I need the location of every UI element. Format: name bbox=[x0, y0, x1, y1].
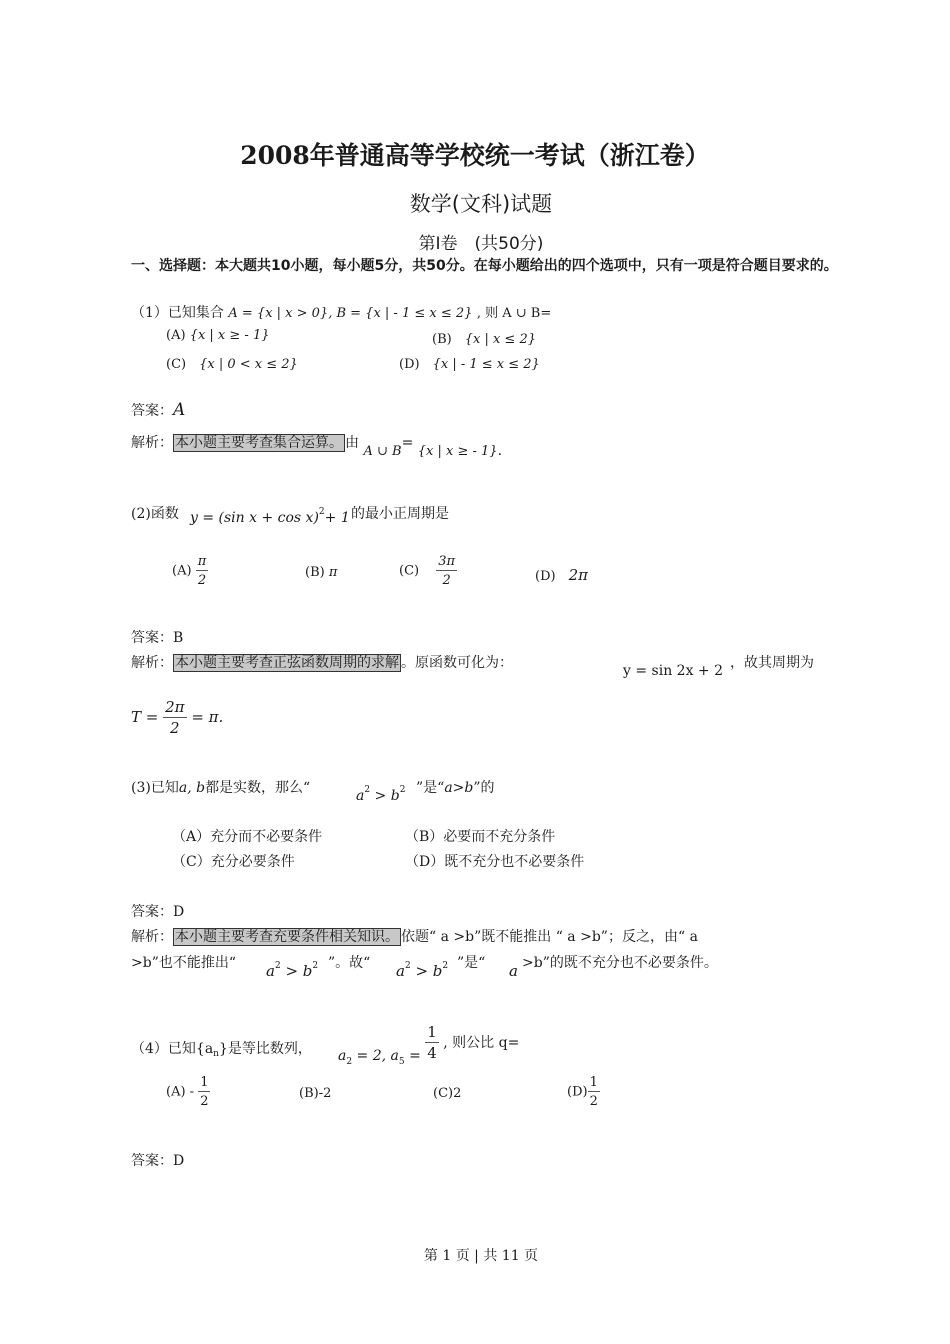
question-4-option-a: (A) - $\frac{1}{2}$ bbox=[166, 1075, 209, 1109]
question-1-analysis: 解析： 本小题主要考查集合运算。 由 A ∪ B= {x | x ≥ - 1}. bbox=[131, 435, 503, 459]
exam-subtitle: 数学(文科)试题 bbox=[409, 192, 553, 216]
volume-heading: 第Ⅰ卷 (共50分) bbox=[418, 234, 544, 254]
question-2-option-c: (C) $\frac{3\pi}{2}$ bbox=[399, 554, 456, 588]
question-1-ask: , 则 A ∪ B= bbox=[476, 306, 552, 321]
question-3-highlight: 本小题主要考查充要条件相关知识。 bbox=[175, 929, 399, 945]
question-3-option-b: （B）必要而不充分条件 bbox=[405, 829, 556, 845]
question-2-option-d: (D) 2π bbox=[535, 566, 588, 584]
question-2-function: y = (sin x + cos x)$^2$+ 1 bbox=[190, 507, 350, 526]
question-3-stem: (3)已知a, b都是实数，那么“ bbox=[131, 780, 311, 796]
question-2-analysis: 解析： 本小题主要考查正弦函数周期的求解 。原函数可化为： bbox=[131, 655, 513, 671]
question-1-sets: A = {x | x > 0}, B = {x | - 1 ≤ x ≤ 2} bbox=[228, 306, 473, 321]
question-3-stem-end: ”是“a>b”的 bbox=[416, 780, 495, 796]
question-1-option-a: (A) {x | x ≥ - 1} bbox=[166, 328, 270, 343]
question-2-period: T = $\frac{2\pi}{2}$ = π. bbox=[131, 698, 224, 737]
question-2-simplified: y = sin 2x + 2 bbox=[623, 663, 724, 679]
question-1-highlight: 本小题主要考查集合运算。 bbox=[175, 435, 343, 451]
question-3-var-a: a bbox=[509, 962, 518, 980]
question-4-option-c: (C)2 bbox=[433, 1086, 462, 1101]
question-3-analysis: 解析： 本小题主要考查充要条件相关知识。 依题“ a >b”既不能推出 “ a >b”；反之，由“ a bbox=[131, 929, 698, 945]
question-1-option-b: (B) {x | x ≤ 2} bbox=[432, 332, 536, 347]
question-1-answer: 答案：A bbox=[131, 400, 186, 420]
question-1-option-d: (D) {x | - 1 ≤ x ≤ 2} bbox=[399, 357, 540, 372]
question-2-option-b: (B) π bbox=[305, 565, 338, 580]
exam-title: 2008年普通高等学校统一考试（浙江卷） bbox=[240, 141, 710, 170]
section-instructions: 一、选择题：本大题共10小题，每小题5分，共50分。在每小题给出的四个选项中，只有一项是符合题目要求的。 bbox=[131, 258, 838, 274]
page-footer: 第 1 页 | 共 11 页 bbox=[423, 1248, 539, 1264]
question-3-condition: $a^2 > b^2$ bbox=[356, 785, 406, 804]
question-4-condition: $a_2 = 2$, $a_5$ = $\frac{1}{4}$ , 则公比 q= bbox=[338, 1023, 520, 1067]
question-2-option-a: (A) $\frac{\pi}{2}$ bbox=[172, 554, 207, 588]
question-3-analysis-line2a: >b”也不能推出“ bbox=[131, 955, 237, 971]
question-2-answer: 答案：B bbox=[131, 630, 184, 646]
question-4-option-b: (B)-2 bbox=[299, 1086, 332, 1101]
question-2-ask: 的最小正周期是 bbox=[351, 506, 449, 522]
question-3-inequality-1: $a^2 > b^2$ bbox=[266, 961, 319, 980]
question-2-stem: (2)函数 bbox=[131, 506, 179, 522]
question-3-inequality-2: $a^2 > b^2$ bbox=[396, 961, 449, 980]
question-3-analysis-line2b: ”。故“ bbox=[328, 955, 371, 971]
question-3-analysis-line2d: >b”的既不充分也不必要条件。 bbox=[522, 955, 718, 971]
question-4-option-d: (D) $\frac{1}{2}$ bbox=[567, 1075, 598, 1109]
question-4-answer: 答案：D bbox=[131, 1153, 185, 1169]
question-1-option-c: (C) {x | 0 < x ≤ 2} bbox=[166, 357, 298, 372]
question-2-period-text: ，故其周期为 bbox=[730, 655, 814, 671]
question-3-analysis-line2c: ”是“ bbox=[457, 955, 486, 971]
question-3-option-c: （C）充分必要条件 bbox=[172, 854, 295, 870]
question-1-stem: （1）已知集合 A = {x | x > 0}, B = {x | - 1 ≤ x ≤ 2} , 则 A ∪ B= bbox=[131, 305, 552, 321]
question-3-answer: 答案：D bbox=[131, 904, 185, 920]
question-2-highlight: 本小题主要考查正弦函数周期的求解 bbox=[175, 655, 399, 671]
question-3-option-a: （A）充分而不必要条件 bbox=[172, 829, 323, 845]
question-4-stem: （4）已知$\{a_n\}$是等比数列， bbox=[131, 1041, 312, 1059]
question-3-option-d: （D）既不充分也不必要条件 bbox=[405, 854, 585, 870]
